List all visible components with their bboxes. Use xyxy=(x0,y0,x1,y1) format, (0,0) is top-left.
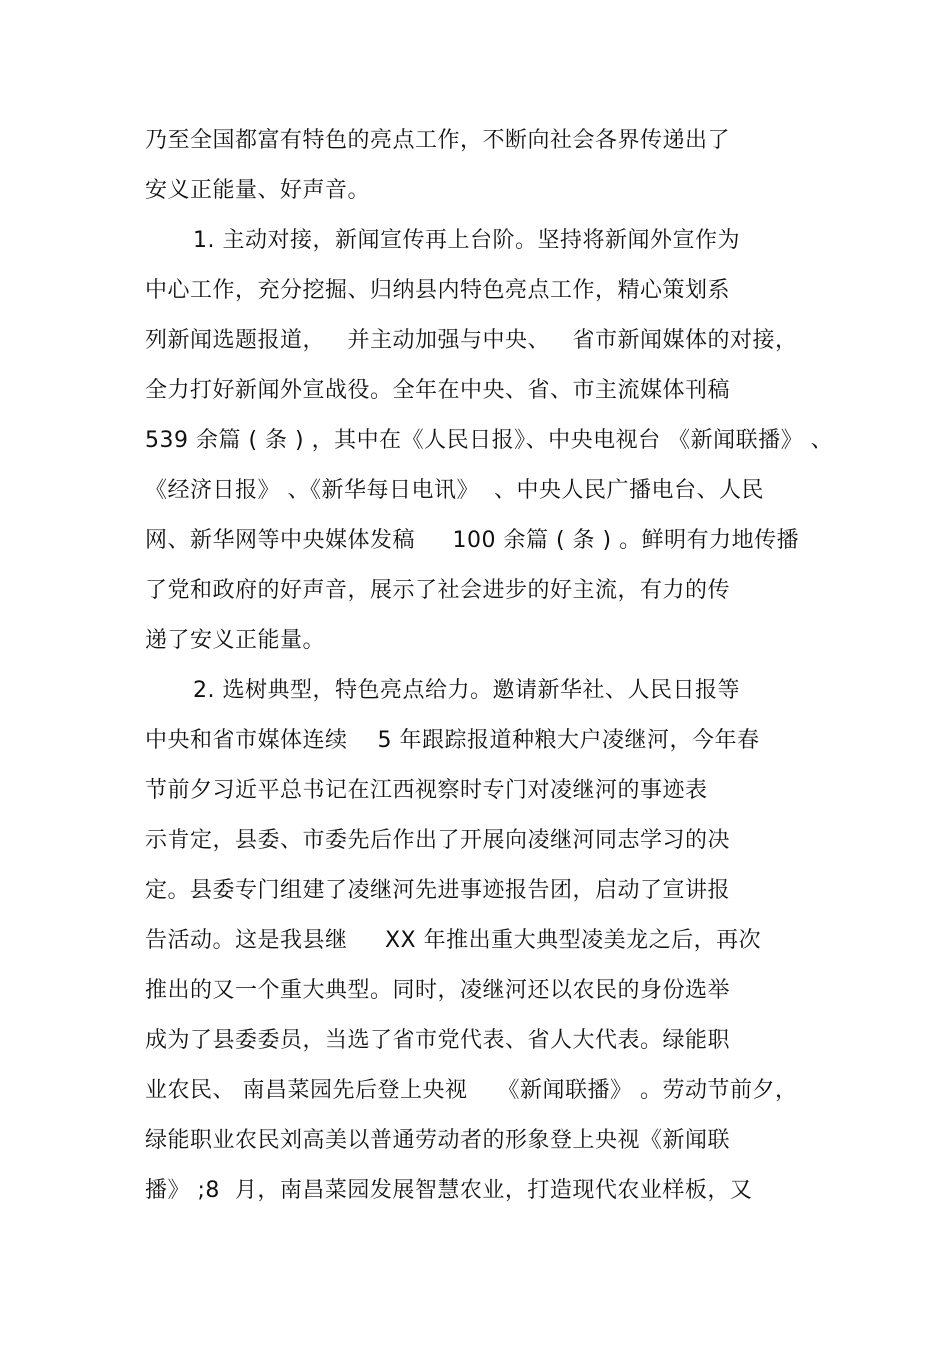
text-line: 推出的又一个重大典型。同时，凌继河还以农民的身份选举 xyxy=(145,978,731,1003)
text-line: 《经济日报》 、《新华每日电讯》 、中央人民广播电台、人民 xyxy=(145,478,764,503)
text-line: 绿能职业农民刘高美以普通劳动者的形象登上央视《新闻联 xyxy=(145,1128,731,1153)
text-line: 全力打好新闻外宣战役。全年在中央、省、市主流媒体刊稿 xyxy=(145,378,731,403)
paragraph-heading-2: 2. 选树典型，特色亮点给力。邀请新华社、人民日报等 xyxy=(193,678,740,703)
text-line: 递了安义正能量。 xyxy=(145,628,326,653)
text-line: 告活动。这是我县继 XX 年推出重大典型凌美龙之后，再次 xyxy=(145,928,762,953)
text-line: 乃至全国都富有特色的亮点工作，不断向社会各界传递出了 xyxy=(145,128,731,153)
text-line: 播》 ;8 月，南昌菜园发展智慧农业，打造现代农业样板，又 xyxy=(145,1178,753,1203)
text-line: 网、新华网等中央媒体发稿 100 余篇 ( 条 ) 。鲜明有力地传播 xyxy=(145,528,800,553)
paragraph-heading-1: 1. 主动对接，新闻宣传再上台阶。坚持将新闻外宣作为 xyxy=(193,228,740,253)
text-line: 539 余篇 ( 条 ) ，其中在《人民日报》、中央电视台 《新闻联播》 、 xyxy=(145,428,834,453)
text-line: 成为了县委委员，当选了省市党代表、省人大代表。绿能职 xyxy=(145,1028,731,1053)
text-line: 中央和省市媒体连续 5 年跟踪报道种粮大户凌继河，今年春 xyxy=(145,728,760,753)
text-line: 示肯定，县委、市委先后作出了开展向凌继河同志学习的决 xyxy=(145,828,731,853)
text-line: 安义正能量、好声音。 xyxy=(145,178,371,203)
text-line: 定。县委专门组建了凌继河先进事迹报告团，启动了宣讲报 xyxy=(145,878,731,903)
text-line: 节前夕习近平总书记在江西视察时专门对凌继河的事迹表 xyxy=(145,778,708,803)
text-line: 中心工作，充分挖掘、归纳县内特色亮点工作，精心策划系 xyxy=(145,278,731,303)
text-line: 列新闻选题报道， 并主动加强与中央、 省市新闻媒体的对接， xyxy=(145,328,798,353)
text-line: 了党和政府的好声音，展示了社会进步的好主流，有力的传 xyxy=(145,578,731,603)
text-line: 业农民、 南昌菜园先后登上央视 《新闻联播》 。劳动节前夕， xyxy=(145,1078,798,1103)
